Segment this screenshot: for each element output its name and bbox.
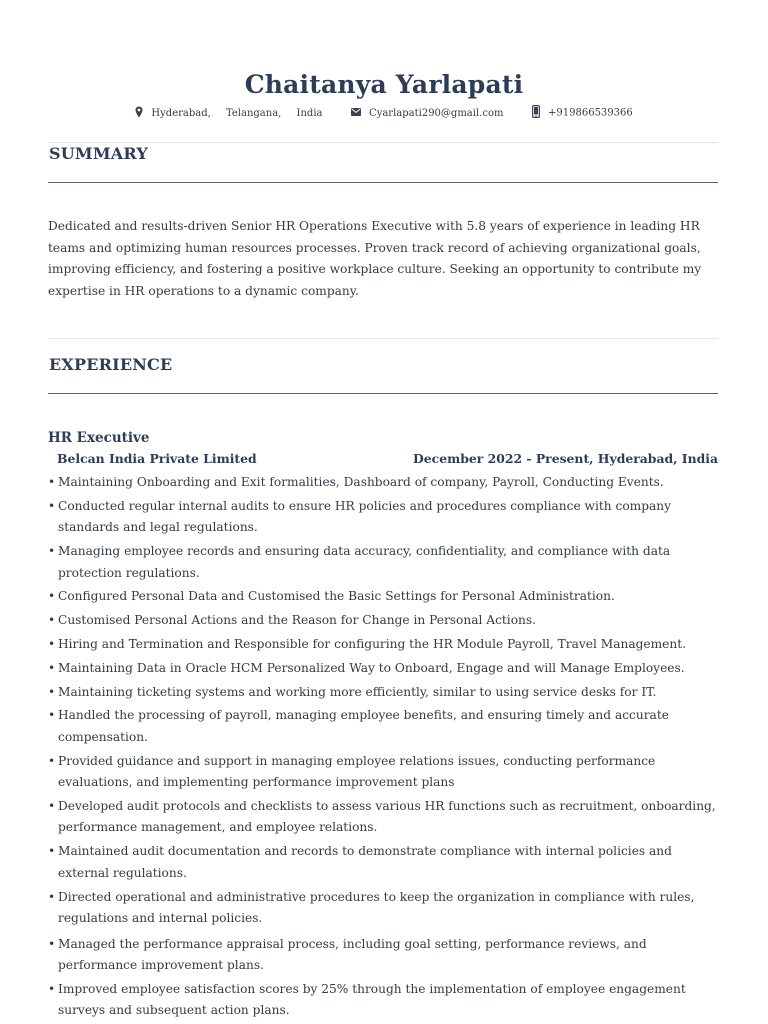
list-item: • Managing employee records and ensuring data accuracy, confidentiality, and compliance with data protection regulations. [48,544,671,580]
mobile-phone-icon [532,105,540,121]
envelope-icon [351,108,361,119]
location-pin-icon [135,106,143,121]
job-responsibilities [48,472,720,1024]
job-dates-location: December 2022 - Present, Hyderabad, India [413,451,718,466]
divider [48,338,718,339]
list-item: • Maintaining Data in Oracle HCM Personalized Way to Onboard, Engage and will Manage Employees. [48,660,685,675]
phone-group[interactable] [532,105,633,121]
job-title: HR Executive [48,430,150,446]
list-item: • Maintaining Onboarding and Exit formalities, Dashboard of company, Payroll, Conducting Events. [48,475,664,489]
email-group[interactable] [351,108,504,119]
list-item: • Improved employee satisfaction scores by 25% through the implementation of employee engagement surveys and subsequent action plans. [48,981,686,1018]
list-item: • Developed audit protocols and checklists to assess various HR functions such as recruitment, onboarding, performance management, and employee relations. [48,798,716,835]
list-item: • Handled the processing of payroll, managing employee benefits, and ensuring timely and accurate compensation. [48,708,669,744]
list-item: • Managed the performance appraisal process, including goal setting, performance reviews, and performance improvement plans. [48,936,647,973]
contact-city: Hyderabad, [151,107,211,119]
divider [48,142,718,143]
list-item: • Maintaining ticketing systems and working more efficiently, similar to using service desks for IT. [48,684,657,699]
list-item: • Directed operational and administrative procedures to keep the organization in compliance with rules, regulations and internal policies. [48,889,695,926]
summary-heading: SUMMARY [49,144,148,163]
contact-phone[interactable]: +919866539366 [548,107,633,119]
summary-paragraph: Dedicated and results-driven Senior HR Operations Executive with 5.8 years of experience in leading HR teams and optimizing human resources processes. Proven track record of achieving organizational goals, improving efficiency, and fostering a positive workplace culture. Seeking an opportunity to contribute my expertise in HR operations to a dynamic company. [48,219,702,298]
list-item: • Customised Personal Actions and the Reason for Change in Personal Actions. [48,613,537,628]
contact-line [0,105,768,121]
list-item: • Configured Personal Data and Customised the Basic Settings for Personal Administration. [48,589,615,604]
candidate-name: Chaitanya Yarlapati [244,70,524,99]
section-rule [48,182,718,183]
contact-email[interactable]: Cyarlapati290@gmail.com [369,107,504,119]
experience-heading: EXPERIENCE [49,355,173,374]
location-group [135,106,322,121]
contact-state: Telangana, [225,107,282,119]
contact-country: India [296,107,323,119]
list-item: • Provided guidance and support in managing employee relations issues, conducting performance evaluations, and implementing performance improvement plans [48,753,656,790]
section-rule [48,393,718,394]
list-item: • Maintained audit documentation and records to demonstrate compliance with internal policies and external regulations. [48,844,672,880]
list-item: • Conducted regular internal audits to ensure HR policies and procedures compliance with company standards and legal regulations. [48,498,672,535]
job-company: Belcan India Private Limited [57,451,257,466]
list-item: • Hiring and Termination and Responsible for configuring the HR Module Payroll, Travel Management. [48,636,686,651]
